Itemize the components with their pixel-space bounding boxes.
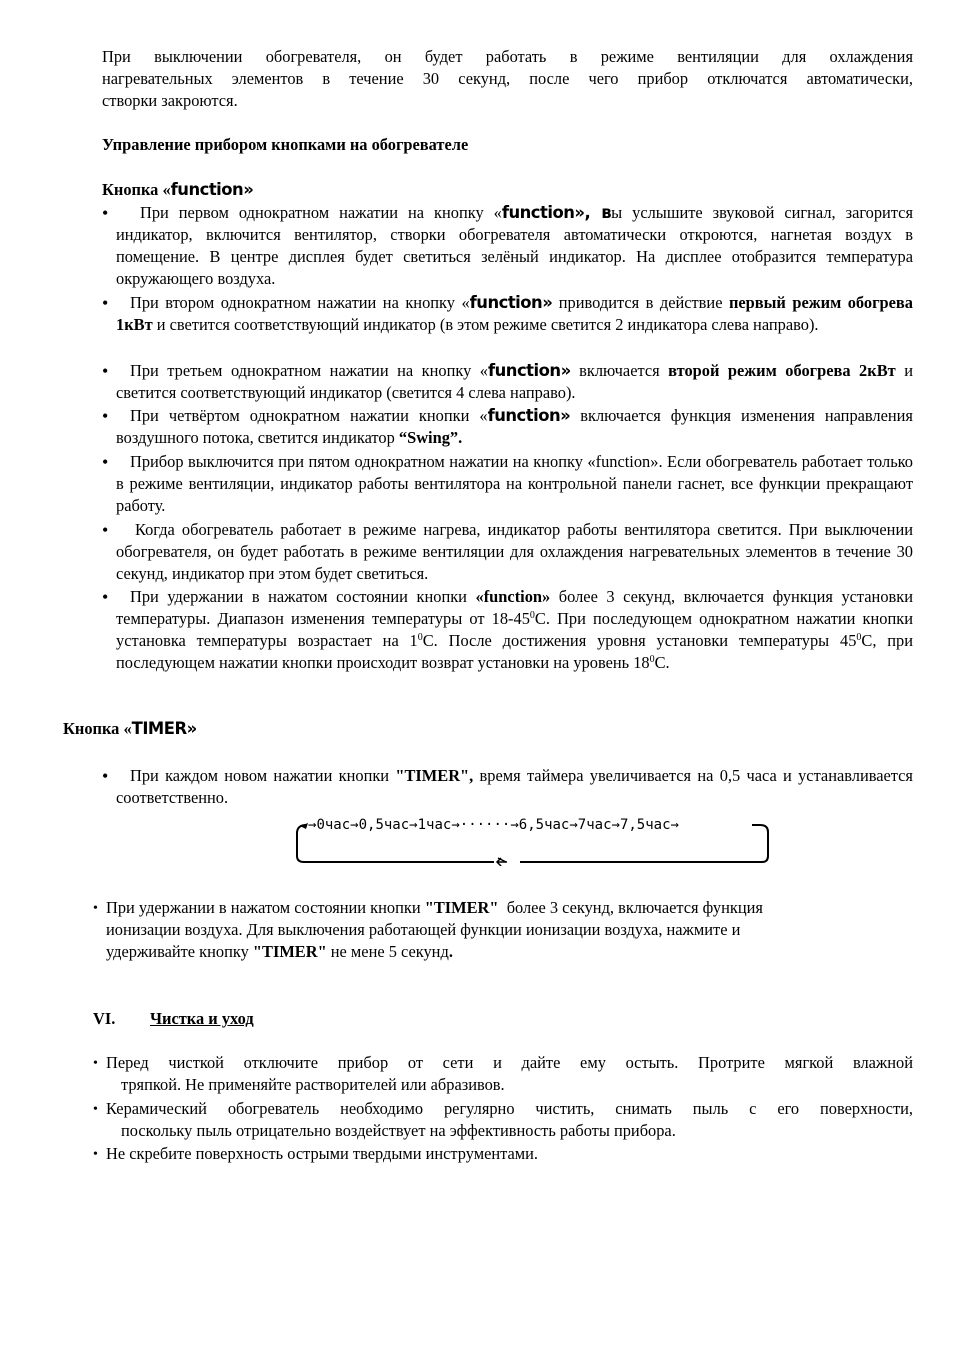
- arrow-right-icon: →: [510, 817, 519, 833]
- flow-step: 7час: [577, 817, 612, 833]
- timer-heading-prefix: Кнопка «: [63, 719, 132, 738]
- bullet-icon: •: [102, 452, 109, 472]
- bullet-icon: •: [102, 587, 109, 607]
- text: .: [448, 942, 453, 961]
- degree-sup: 0: [649, 654, 655, 665]
- text: удерживайте кнопку: [106, 942, 249, 961]
- arrow-right-icon: →: [409, 817, 418, 833]
- bullet-icon: •: [102, 203, 109, 223]
- function-keyword: function»: [487, 406, 571, 425]
- text: С, при последующем нажатии кнопки происходит возврат установки на уровень 18: [116, 631, 913, 672]
- degree-sup: 0: [529, 610, 535, 621]
- function-item-3: [116, 360, 913, 404]
- arrow-right-icon: →: [350, 817, 359, 833]
- text: С.: [654, 653, 670, 672]
- care-item-1-line-2: тряпкой. Не применяйте растворителей или абразивов.: [121, 1075, 505, 1094]
- care-item-2-line-1: Керамический обогреватель необходимо регулярно чистить, снимать пыль с его поверхности,: [106, 1099, 913, 1118]
- care-item-3-line-1: Не скребите поверхность острыми твердыми инструментами.: [106, 1144, 539, 1163]
- text: При третьем однократном нажатии на кнопку «: [130, 361, 488, 380]
- text: При втором однократном нажатии на кнопку «: [130, 293, 470, 312]
- bullet-icon: •: [102, 520, 109, 540]
- bullet-icon: •: [102, 293, 109, 313]
- text: При каждом новом нажатии кнопки: [130, 766, 390, 785]
- arrow-right-icon: →: [308, 817, 317, 833]
- intro-line-3: створки закроются.: [102, 91, 238, 110]
- degree-sup: 0: [417, 632, 423, 643]
- timer-flow-row: [308, 814, 679, 836]
- function-item-7: [116, 586, 913, 674]
- timer-item-2-line-3: [106, 941, 906, 963]
- function-item-4: [116, 405, 913, 449]
- function-item-2: [116, 292, 913, 336]
- text: время таймера увеличивается на 0,5 часа и устанавливается соответственно.: [116, 766, 913, 807]
- bullet-icon: •: [102, 766, 109, 786]
- bullet-icon: •: [93, 901, 98, 916]
- flow-step: 0,5час: [358, 817, 410, 833]
- timer-item-2-line-2: ионизации воздуха. Для выключения работающей функции ионизации воздуха, нажмите и: [106, 920, 741, 939]
- section-title: Чистка и уход: [150, 1009, 254, 1028]
- intro-line-2: нагревательных элементов в течение 30 секунд, после чего прибор отключатся автоматически,: [102, 69, 913, 88]
- flow-step: 6,5час: [518, 817, 570, 833]
- timer-heading-name: TIMER»: [131, 719, 197, 738]
- mode-2-label: второй режим обогрева 2кВт: [668, 361, 896, 380]
- arrow-right-icon: →: [569, 817, 578, 833]
- function-keyword: function», в: [501, 203, 612, 222]
- timer-item-1: [116, 765, 913, 809]
- text: С. После достижения уровня установки температуры 45: [422, 631, 857, 650]
- timer-item-2: [106, 897, 906, 963]
- timer-keyword: "TIMER",: [395, 766, 474, 785]
- text: ы услышите звуковой сигнал, загорится индикатор, включится вентилятор, створки обогревателя автоматически откроются, нагнетая воздух в помещение. В центре дисплея будет светиться зелёный индикатор. На дисплее отобразится температура окружающего воздуха.: [116, 203, 913, 288]
- function-heading: [102, 179, 253, 201]
- arrow-right-icon: →: [611, 817, 620, 833]
- flow-step: 0час: [316, 817, 351, 833]
- text: При удержании в нажатом состоянии кнопки: [130, 587, 467, 606]
- timer-item-2-line-1: [106, 897, 906, 919]
- care-item-2-line-2: поскольку пыль отрицательно воздействует на эффективность работы прибора.: [121, 1121, 676, 1140]
- bullet-icon: •: [93, 1056, 98, 1071]
- intro-line-1: При выключении обогревателя, он будет работать в режиме вентиляции для охлаждения: [102, 47, 913, 66]
- section-number: VI.: [93, 1009, 116, 1028]
- function-heading-prefix: Кнопка «: [102, 180, 171, 199]
- timer-flow-diagram: [294, 814, 772, 866]
- timer-heading: [63, 718, 197, 740]
- text: приводится в действие: [558, 293, 723, 312]
- function-keyword: «function»: [475, 587, 551, 606]
- bullet-icon: •: [93, 1102, 98, 1117]
- degree-sup: 0: [856, 632, 862, 643]
- function-item-1: [116, 202, 913, 290]
- flow-step: ······: [459, 817, 511, 833]
- text: включается функция изменения направления воздушного потока, светится индикатор: [116, 406, 913, 447]
- text: При четвёртом однократном нажатии кнопки «: [130, 406, 488, 425]
- arrow-right-icon: →: [670, 817, 679, 833]
- bullet-icon: •: [93, 1147, 98, 1162]
- flow-step: 1час: [417, 817, 452, 833]
- text: При удержании в нажатом состоянии кнопки: [106, 898, 421, 917]
- text: более 3 секунд, включается функция: [506, 898, 763, 917]
- mode-1-label: первый режим обогрева 1кВт: [116, 293, 913, 334]
- text: более 3 секунд, включается функция установки температуры. Диапазон изменения температуры от 18-45: [116, 587, 913, 628]
- function-heading-name: function»: [170, 180, 254, 199]
- swing-label: “Swing”.: [398, 428, 463, 447]
- text: включается: [579, 361, 660, 380]
- text: не мене 5 секунд: [330, 942, 449, 961]
- arrow-right-icon: →: [451, 817, 460, 833]
- bullet-icon: •: [102, 406, 109, 426]
- flow-step: 7,5час: [619, 817, 671, 833]
- function-keyword: function»: [488, 361, 571, 380]
- function-keyword: function»: [469, 293, 553, 312]
- text: С. При последующем однократном нажатии кнопки установка температуры возрастает на 1: [116, 609, 913, 650]
- text: и светится соответствующий индикатор (в этом режиме светится 2 индикатора слева направо).: [156, 315, 819, 334]
- care-item-1-line-1: Перед чисткой отключите прибор от сети и дайте ему остыть. Протрите мягкой влажной: [106, 1053, 913, 1072]
- text: При первом однократном нажатии на кнопку «: [140, 203, 502, 222]
- function-item-5: Прибор выключится при пятом однократном нажатии на кнопку «function». Если обогреватель работает только в режиме вентиляции, индикатор работы вентилятора на контрольной панели гаснет, все функции прекращают работу.: [116, 452, 914, 515]
- function-item-6: Когда обогреватель работает в режиме нагрева, индикатор работы вентилятора светится. При выключении обогревателя, он будет работать в режиме вентиляции для охлаждения нагревательных элементов в течение 30 секунд, индикатор при этом будет светиться.: [116, 520, 913, 583]
- timer-keyword: "TIMER": [252, 942, 327, 961]
- control-heading: Управление прибором кнопками на обогревателе: [102, 135, 469, 154]
- timer-keyword: "TIMER": [424, 898, 499, 917]
- bullet-icon: •: [102, 361, 109, 381]
- text: и светится соответствующий индикатор (светится 4 слева направо).: [116, 361, 913, 402]
